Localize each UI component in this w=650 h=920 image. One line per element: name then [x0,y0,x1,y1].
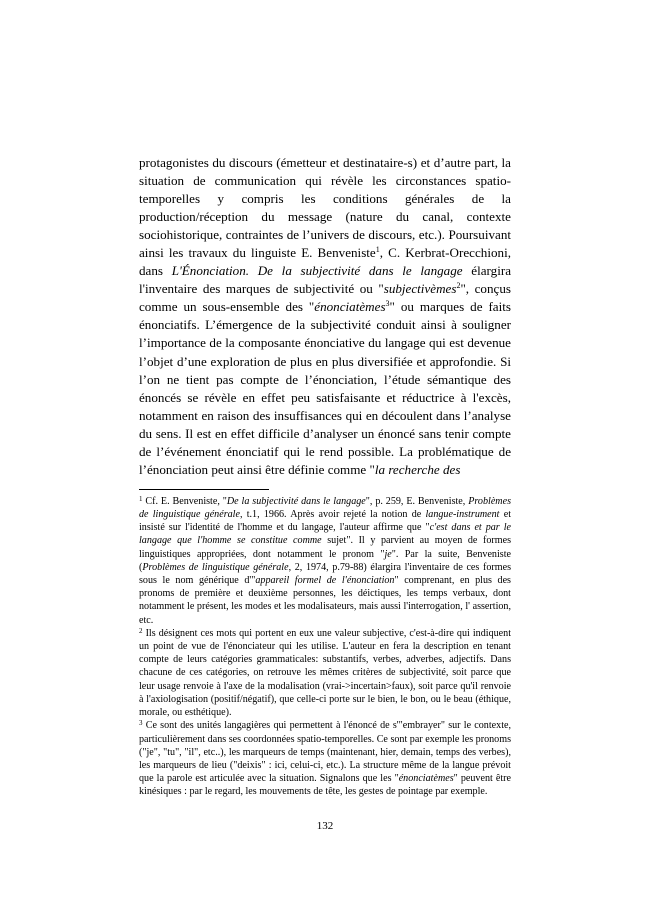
footnote-italic: appareil formel de l'énonciation [255,575,395,587]
footnote-number: 1 [139,494,143,503]
body-text-segment: ", conçus comme un sous-ensemble des " [139,281,511,315]
footnote-italic: Problèmes de linguistique générale [139,495,511,521]
footnote-text: et insisté sur l'identité de l'homme et du langage, l'auteur affirme que " [139,509,511,534]
footnote-text: " comprenant, en plus des pronoms de première et deuxième personnes, les déictiques, les temps verbaux, dont notamment le présent, les modes et les modalisateurs, mais aussi l'interrogation, l' assertion, etc. [139,575,511,626]
footnote-reference-1: 1 [375,245,380,255]
body-paragraph [139,154,511,479]
footnote-2 [139,627,511,719]
footnote-text: , t.1, 1966. Après avoir rejeté la notion de [239,509,426,521]
term-italic: énonciatèmes [314,299,386,315]
footnote-text: ", p. 259, E. Benveniste, [365,495,469,507]
footnote-text: Ils désignent ces mots qui portent en eux une valeur subjective, c'est-à-dire qui indiquent un point de vue de l'énonciateur qui les utilise. L'auteur en fera la description en tenant compte de leurs catégories grammaticales: substantifs, verbes, adverbes, adjectifs. Dans chacune de ces catégories, on retrouve les mêmes critères de subjectivité, soit parce que leur usage renvoie à l'axe de la modalisation (vrai->incertain>faux), soit parce qu'il renvoie à l'axiologisation (positif/négatif), que celle-ci porte sur le bien, le bon, ou le beau (éthique, morale, ou esthétique). [139,627,511,719]
footnote-number: 3 [139,719,143,728]
footnote-italic: langue-instrument [425,509,500,521]
footnote-text: Ce sont des unités langagières qui permettent à l'énoncé de s'"embrayer" sur le contexte, particulièrement dans ses coordonnées spatio-temporelles. Ce sont par exemple les pronoms ("je", "tu", "il", etc..), les marqueurs de temps (maintenant, hier, demain, temps des verbes), les marqueurs de lieu ("deixis" : ici, celui-ci, etc.). La structure même de la langue prévoit que la parole est articulée avec la situation. Signalons que les " [139,720,511,785]
footnote-text: ". Par la suite, Benveniste ( [139,548,511,573]
footnote-text: , 2, 1974, p.79-88) élargira l'inventaire de ces formes sous le nom générique d'" [139,561,511,587]
body-text-segment: protagonistes du discours (émetteur et destinataire-s) et d’autre part, la situation de communication qui révèle les circonstances spatio-temporelles y compris les conditions générales de la production/réception du message (nature du canal, contexte sociohistorique, contraintes de l’univers de discours, etc.). Poursuivant ainsi les travaux du linguiste E. Benveniste [139,155,511,261]
footnote-italic: c'est dans et par le langage que l'homme se constitue comme [139,522,511,547]
page-number: 132 [316,819,334,832]
body-text-segment: , C. Kerbrat-Orecchioni, dans [139,245,511,279]
footnote-text: " peuvent être kinésiques : par le regard, les mouvements de tête, les gestes de pointage par exemple. [139,773,511,798]
footnote-number: 2 [139,626,143,635]
footnote-italic: Problèmes de linguistique générale [142,561,289,573]
footnote-separator [139,489,269,490]
book-title-italic: L'Énonciation. De la subjectivité dans le langage [171,263,463,279]
footnote-3 [139,719,511,798]
footnote-reference-2: 2 [456,281,461,291]
body-text-segment: élargira l'inventaire des marques de subjectivité ou " [139,263,511,297]
footnotes [139,495,511,799]
document-page [139,154,511,832]
footnote-italic: énonciatèmes [398,773,454,785]
footnote-text: sujet". Il y parvient au moyen de formes linguistiques appropriées, dont notamment le pronom " [139,535,512,560]
footnote-reference-3: 3 [385,299,390,309]
body-text-segment: " ou marques de faits énonciatifs. L’émergence de la subjectivité conduit ainsi à souligner l’importance de la composante énonciative du langage qui est devenue l’objet d’une exploration de plus en plus diversifiée et approfondie. Si l’on ne tient pas compte de l’énonciation, l’étude sémantique des énoncés se révèle en effet peu satisfaisante et réductrice à l'excès, notamment en raison des insuffisances qui en découlent dans l’analyse du sens. Il est en effet difficile d’analyser un énoncé sans tenir compte de l’événement énonciatif qui le rend possible. La problématique de l’énonciation peut ainsi être définie comme " [139,299,511,477]
term-italic: subjectivèmes [383,281,457,297]
quote-italic: la recherche des [374,461,461,477]
footnote-1 [139,495,511,627]
footnote-text: Cf. E. Benveniste, " [142,495,227,507]
footnote-italic: je [384,548,392,560]
footnote-italic: De la subjectivité dans le langage [226,495,366,507]
